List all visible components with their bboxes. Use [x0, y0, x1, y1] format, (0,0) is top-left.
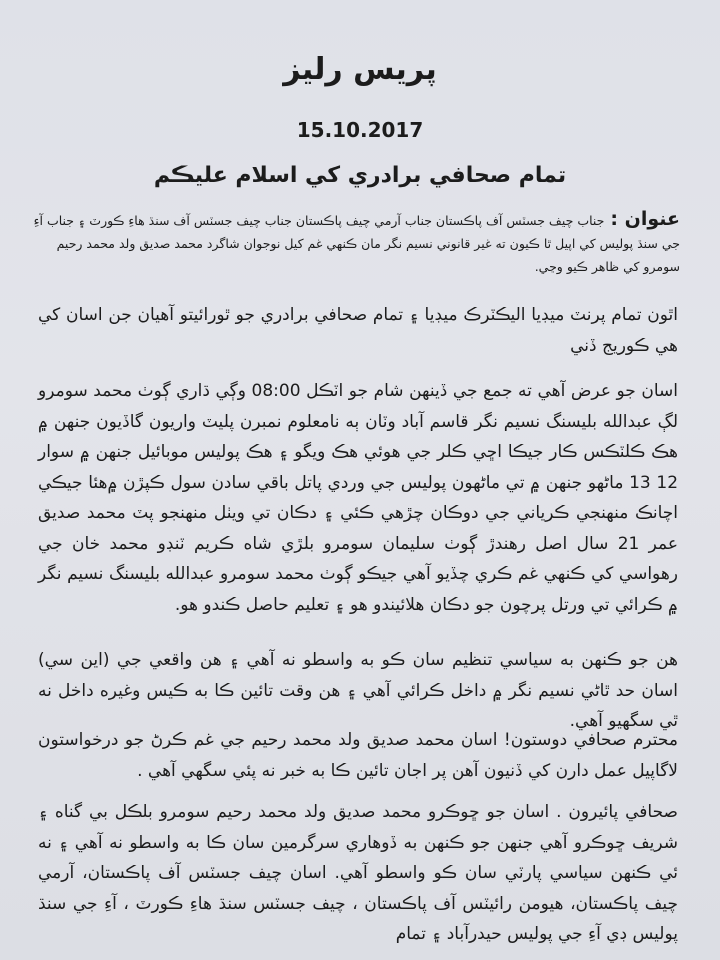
subject-text: جناب چيف جسٽس آف پاڪستان جناب آرمي چيف پاڪستان جناب چيف جسٽس آف سنڌ هاءِ ڪورٽ ۽ جناب آءِ جي سنڌ پوليس کي اپيل ٿا ڪيون ته غير قانوني نسيم نگر مان ڪنهي غم کيل نوجوان شاگرد محمد صديق ولد محمد رحيم سومرو کي ظاهر ڪيو وڃي.: [33, 213, 680, 274]
paragraph: هن جو ڪنهن به سياسي تنظيم سان ڪو به واسطو نه آهي ۽ هن واقعي جي (اين سي) اسان حد ٿاڻي نسيم نگر ۾ داخل ڪرائي آهي ۽ هن وقت تائين ڪا به ڪيس وغيره داخل نه ٿي سگهيو آهي.: [38, 650, 678, 731]
release-date: 15.10.2017: [296, 118, 424, 142]
subject-label: عنوان :: [610, 208, 680, 230]
subject-block: [30, 208, 680, 278]
page-title: پريس رليز: [283, 52, 437, 87]
paragraph: اسان جو عرض آهي ته جمع جي ڏينهن شام جو اٽڪل 08:00 وڳي ڌاري ڳوٺ محمد سومرو لڳ عبدالله بليسنگ نسيم نگر قاسم آباد وٽان ٻه نامعلوم نمبرن پليٽ واريون گاڏيون جنهن ۾ هڪ ڪلٽڪس ڪار جيڪا اڇي ڪلر جي هوئي هڪ ويگو ۽ هڪ پوليس موبائيل جنهن ۾ سوار 12 13 ماڻهو جنهن ۾ تي ماڻهون پوليس جي وردي پاتل باقي سادن سول ڪپڙن ۾هئا جيڪي اچانڪ منهنجي ڪرياني جي دوڪان چڙهي ڪئي ۽ دڪان تي ويٺل منهنجو پٽ محمد صديق عمر 21 سال اصل رهندڙ ڳوٺ سليمان سومرو بلڙي شاه ڪريم ٽنڊو محمد خان جي رهواسي کي ڪنهي غم ڪري چڏيو آهي جيڪو ڳوٺ محمد سومرو عبدالله بليسنگ نسيم نگر ۾ ڪرائي تي ورتل پرچون جو دڪان هلائيندو هو ۽ تعليم حاصل ڪندو هو.: [38, 381, 679, 615]
paragraph: محترم صحافي دوستون! اسان محمد صديق ولد محمد رحيم جي غم ڪرڻ جو درخواستون لاگاپيل عمل دارن کي ڏنيون آهن پر اجان تائين ڪا به خبر نه پئي سگهي آهي .: [38, 730, 678, 781]
salutation-heading: تمام صحافي برادري کي اسلام عليڪم: [153, 163, 567, 188]
paragraph: صحافي پائيرون . اسان جو ڇوڪرو محمد صديق ولد محمد رحيم سومرو بلڪل بي گناه ۽ شريف ڇوڪرو آهي جنهن جو ڪنهن به ڏوهاري سرگرمين سان ڪا به واسطو نه آهي ۽ نه ئي ڪنهن سياسي پارٽي سان ڪو واسطو آهي. اسان چيف جسٽس آف پاڪستان، آرمي چيف پاڪستان، هيومن رائيٽس آف پاڪستان ، چيف جسٽس سنڌ هاءِ ڪورٽ ، آءِ جي سنڌ پوليس ڊي آءِ جي پوليس حيدرآباد ۽ تمام: [38, 802, 678, 944]
paragraph: اٿون تمام پرنٽ ميڊيا اليڪٽرڪ ميڊيا ۽ تمام صحافي برادري جو ٿورائيتو آهيان جن اسان کي هي ڪوريج ڏني: [38, 305, 678, 356]
